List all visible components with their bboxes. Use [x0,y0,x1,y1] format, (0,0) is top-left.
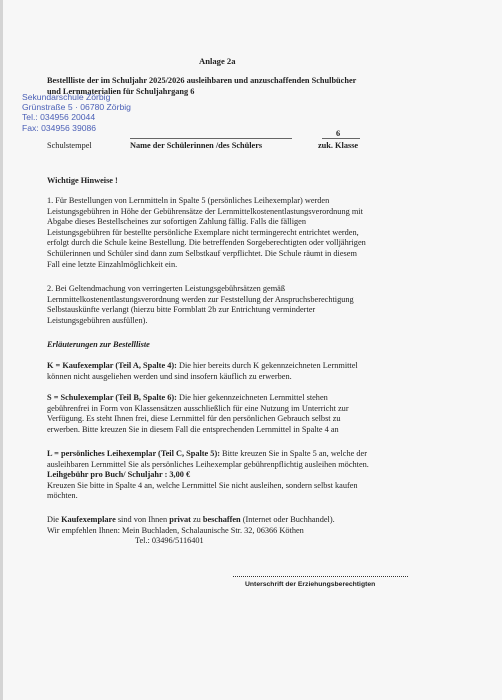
purchase-text: sind von Ihnen [115,515,170,524]
explanation-k [47,361,435,382]
purchase-kauf: Kaufexemplare [61,515,116,524]
notice-1-line: Leistungsgebühren für bestellte persönliche Exemplare nicht termingerecht entrichtet werden, [47,227,359,237]
notice-2 [47,284,435,326]
l-label: L = persönliches Leihexemplar (Teil C, Spalte 5): [47,449,220,458]
stamp-line-fax: Fax: 034956 39086 [22,122,97,133]
s-text: erwerben. Bitte kreuzen Sie in diesem Fall die entsprechenden Lernmittel in Spalte 4 an [47,424,339,434]
purchase-beschaffen: beschaffen [202,515,241,524]
scan-edge [0,0,3,700]
s-text: Verfügung. Es steht Ihnen frei, diese Lernmittel für den persönlichen Gebrauch selbst zu [47,414,341,424]
annex-label: Anlage 2a [199,56,236,66]
l-text: Kreuzen Sie bitte in Spalte 4 an, welche Lernmittel Sie nicht ausleihen, sondern selbst kaufen [47,480,358,490]
notice-1-line: Abgabe dieses Bestellscheines zur sofortigen Zahlung fällig. Falls die fälligen [47,217,306,227]
notice-2-line: Lernmittelkostenentlastungsverordnung werden zur Feststellung der Anspruchsberechtigung [47,294,354,304]
l-text: möchten. [47,491,78,501]
k-text: Die hier bereits durch K gekennzeichneten Lernmittel [176,361,358,370]
stamp-line-phone: Tel.: 034956 20044 [22,112,96,123]
school-stamp-label: Schulstempel [47,141,92,150]
notice-2-line: Leistungsgebühren ausfüllen). [47,315,148,325]
notice-2-line: 2. Bei Geltendmachung von verringerten Leistungsgebührsätzen gemäß [47,284,286,293]
notices-heading: Wichtige Hinweise ! [47,176,118,185]
student-name-label: Name der Schülerinnen /des Schülers [130,141,263,150]
notice-1 [47,196,435,270]
stamp-line-school: Sekundarschule Zörbig [22,92,111,102]
purchase-privat: privat [169,515,191,524]
explanation-s [47,393,435,435]
class-label: zuk. Klasse [318,141,359,150]
signature-line[interactable] [233,576,408,577]
title-line-2: und Lernmaterialien für Schuljahrgang 6 [47,87,195,96]
explanations-heading: Erläuterungen zur Bestellliste [47,340,150,349]
notice-2-line: Selbstauskünfte verlangt (hierzu bitte Formblatt 2b zur Entrichtung verminderter [47,305,316,315]
purchase-text: zu [190,515,203,524]
explanation-l [47,449,435,502]
class-value: 6 [336,129,341,138]
stamp-line-address: Grünstraße 5 · 06780 Zörbig [22,102,131,113]
notice-1-line: 1. Für Bestellungen von Lernmitteln in Spalte 5 (persönliches Leihexemplar) werden [47,196,330,205]
notice-1-line: Leistungsgebühren in Höhe der Gebührensätze der Lernmittelkostenentlastungsverordnung mit [47,206,363,216]
purchase-text: Die [47,515,62,524]
loan-fee: Leihgebühr pro Buch/ Schuljahr : 3,00 € [47,470,191,480]
school-stamp [22,92,131,133]
bookshop-recommendation: Wir empfehlen Ihnen: Mein Buchladen, Schalaunische Str. 32, 06366 Köthen [47,525,304,535]
class-line[interactable] [322,138,360,139]
student-name-line[interactable] [130,138,292,139]
purchase-info [47,515,435,547]
bookshop-phone: Tel.: 03496/5116401 [135,536,204,546]
notice-1-line: Fall eine letzte Einzahlmöglichkeit ein. [47,259,178,269]
title-line-1: Bestellliste der im Schuljahr 2025/2026 ausleihbaren und anzuschaffenden Schulbücher [47,76,357,85]
s-text: gebührenfrei in Form von Klassensätzen ausschließlich für eine Nutzung im Unterricht zur [47,403,349,413]
l-text: ausleihbaren Lernmittel Sie als persönliches Leihexemplar gebührenpflichtig ausleihen möchten. [47,459,369,469]
s-label: S = Schulexemplar (Teil B, Spalte 6): [47,393,177,402]
notice-1-line: erfolgt durch die Schule keine Bestellung. Die betreffenden Sorgeberechtigten oder volljährigen [47,238,366,248]
k-text: können nicht ausgeliehen werden und sind insofern käuflich zu erwerben. [47,371,292,381]
signature-label: Unterschrift der Erziehungsberechtigten [245,581,376,588]
purchase-text: (Internet oder Buchhandel). [240,515,335,524]
k-label: K = Kaufexemplar (Teil A, Spalte 4): [47,361,177,370]
l-text: Bitte kreuzen Sie in Spalte 5 an, welche der [219,449,367,458]
s-text: Die hier gekennzeichneten Lernmittel stehen [176,393,328,402]
notice-1-line: Schülerinnen und Schüler sind dann zum Selbstkauf verpflichtet. Die Schule räumt in diesem [47,248,357,258]
